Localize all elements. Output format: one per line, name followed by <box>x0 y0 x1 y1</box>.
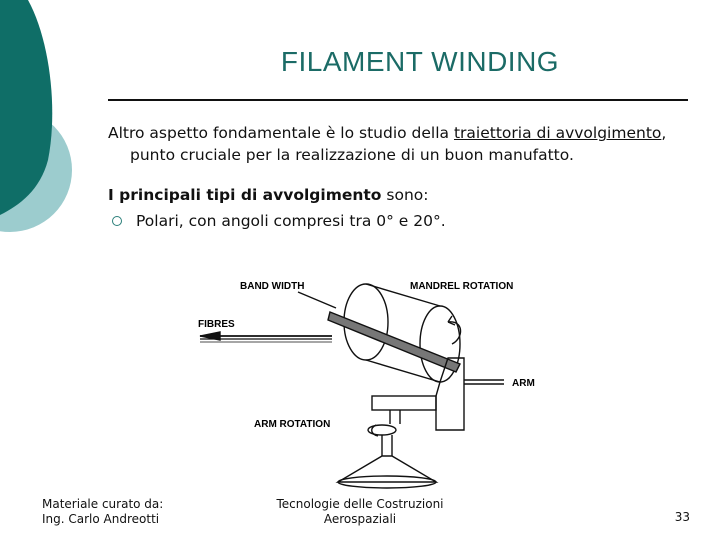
content <box>108 122 698 232</box>
bullet-text: Polari, con angoli compresi tra 0° e 20°. <box>136 212 446 230</box>
footer-author <box>42 497 163 527</box>
diagram-drawing <box>200 284 504 488</box>
page-number: 33 <box>674 510 690 524</box>
types-heading <box>108 184 698 206</box>
footer-author-line1: Materiale curato da: <box>42 497 164 511</box>
label-arm: ARM <box>512 378 535 389</box>
decorative-shapes <box>0 0 120 300</box>
bullet-circle-icon <box>112 216 122 226</box>
bullet-item <box>108 210 698 232</box>
intro-underlined: traiettoria di avvolgimento <box>453 124 662 142</box>
intro-text-after: , punto cruciale per la realizzazione di un buon manufatto. <box>130 124 667 164</box>
page-title: FILAMENT WINDING <box>280 46 560 77</box>
title-divider <box>108 99 688 101</box>
label-arm-rotation: ARM ROTATION <box>254 419 331 430</box>
intro-text-before: Altro aspetto fondamentale è lo studio della <box>108 124 454 142</box>
types-heading-bold: I principali tipi di avvolgimento <box>108 186 382 204</box>
footer-course-line2: Aerospaziali <box>323 512 397 526</box>
label-mandrel-rotation: MANDREL ROTATION <box>410 281 514 292</box>
filament-winding-diagram <box>190 270 550 495</box>
footer-course-line1: Tecnologie delle Costruzioni <box>276 497 444 511</box>
footer-course <box>260 497 460 527</box>
label-band-width: BAND WIDTH <box>240 281 305 292</box>
intro-paragraph <box>108 122 698 166</box>
types-heading-rest: sono: <box>381 186 429 204</box>
footer-author-line2: Ing. Carlo Andreotti <box>42 512 160 526</box>
label-fibres: FIBRES <box>198 319 235 330</box>
